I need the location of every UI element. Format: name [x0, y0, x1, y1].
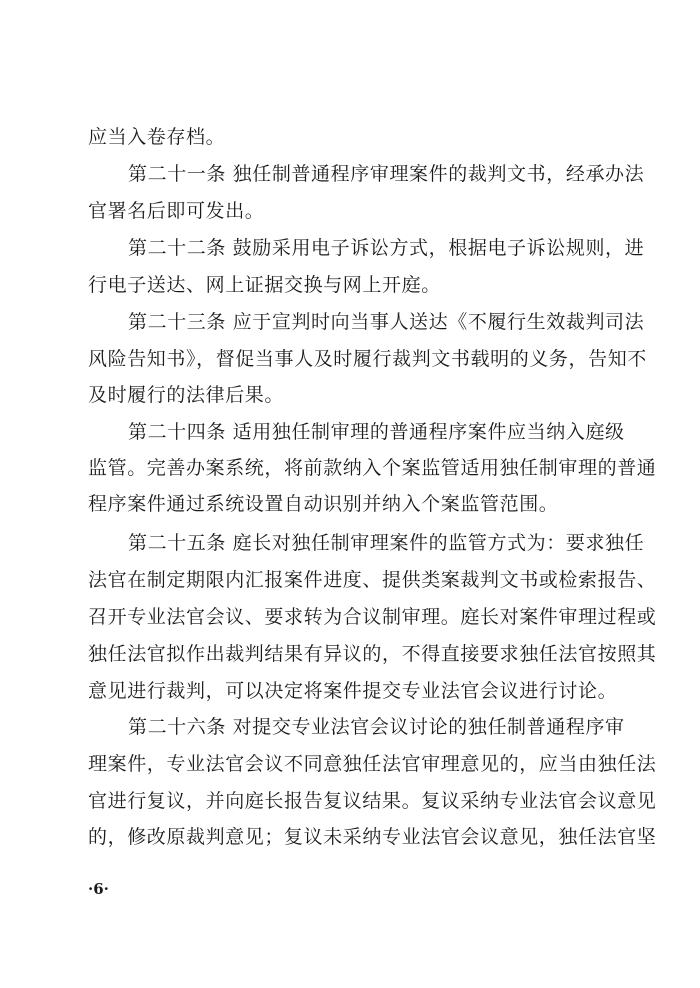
text-line: 意见进行裁判，可以决定将案件提交专业法官会议进行讨论。 [88, 680, 618, 702]
text-line: 程序案件通过系统设置自动识别并纳入个案监管范围。 [88, 493, 559, 515]
page-number: ·6· [88, 880, 109, 898]
text-line: 法官在制定期限内汇报案件进度、提供类案裁判文书或检索报告、 [88, 569, 657, 591]
text-line: 监管。完善办案系统，将前款纳入个案监管适用独任制审理的普通 [88, 457, 657, 479]
text-line: 应当入卷存档。 [88, 126, 226, 148]
text-line: 官进行复议，并向庭长报告复议结果。复议采纳专业法官会议意见 [88, 790, 657, 812]
text-line: 的，修改原裁判意见；复议未采纳专业法官会议意见，独任法官坚 [88, 826, 657, 848]
article-26-line: 第二十六条 对提交专业法官会议讨论的独任制普通程序审 [128, 716, 625, 738]
text-line: 及时履行的法律后果。 [88, 384, 285, 406]
article-23-line: 第二十三条 应于宣判时向当事人送达《不履行生效裁判司法 [128, 311, 645, 333]
text-line: 独任法官拟作出裁判结果有异议的，不得直接要求独任法官按照其 [88, 643, 657, 665]
text-line: 理案件，专业法官会议不同意独任法官审理意见的，应当由独任法 [88, 753, 657, 775]
text-line: 召开专业法官会议、要求转为合议制审理。庭长对案件审理过程或 [88, 606, 657, 628]
text-line: 行电子送达、网上证据交换与网上开庭。 [88, 274, 441, 296]
article-25-line: 第二十五条 庭长对独任制审理案件的监管方式为：要求独任 [128, 532, 645, 554]
article-21-line: 第二十一条 独任制普通程序审理案件的裁判文书，经承办法 [128, 163, 645, 185]
article-22-line: 第二十二条 鼓励采用电子诉讼方式，根据电子诉讼规则，进 [128, 237, 645, 259]
text-line: 风险告知书》，督促当事人及时履行裁判文书载明的义务，告知不 [88, 348, 647, 370]
text-line: 官署名后即可发出。 [88, 200, 265, 222]
article-24-line: 第二十四条 适用独任制审理的普通程序案件应当纳入庭级 [128, 421, 625, 443]
